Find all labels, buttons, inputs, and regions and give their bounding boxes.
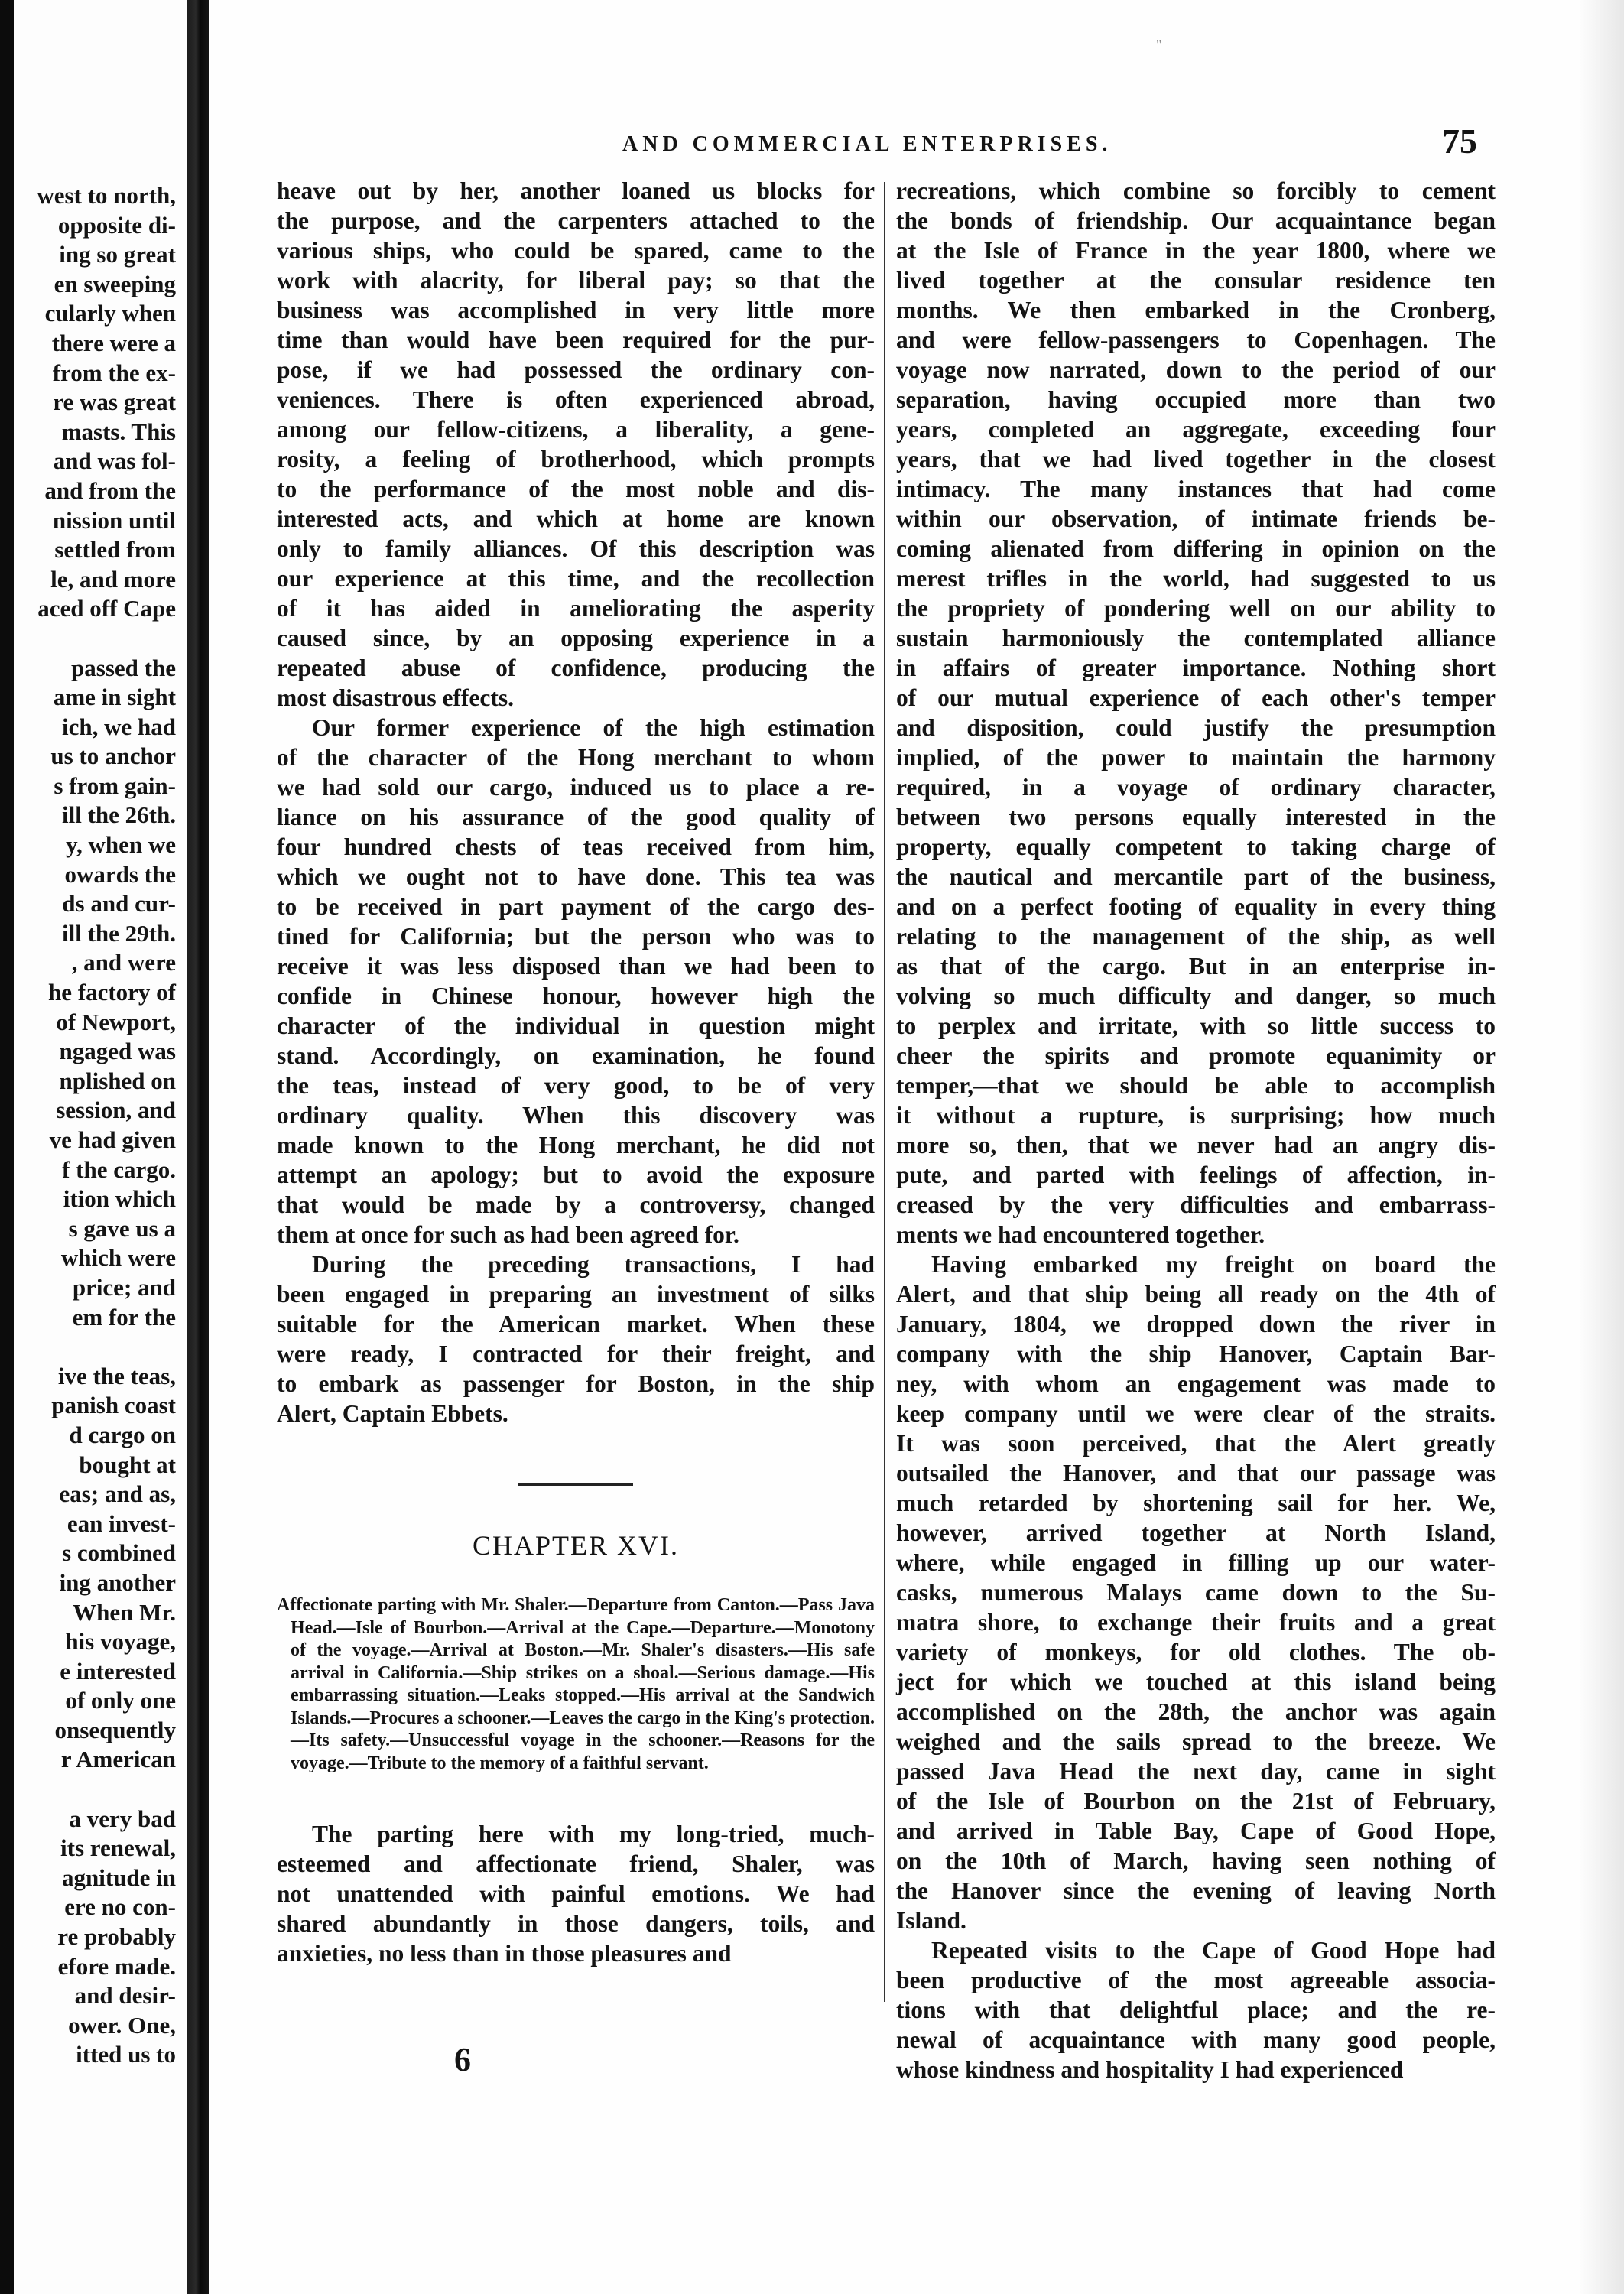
adjacent-text-line: ean invest- xyxy=(67,1509,176,1537)
text-line: the teas, instead of very good, to be of very xyxy=(277,1072,875,1099)
book-gutter xyxy=(187,0,209,2294)
text-line: as that of the cargo. But in an enterprise in- xyxy=(896,953,1496,980)
adjacent-text-line: re probably xyxy=(57,1923,176,1951)
adjacent-text-line: ich, we had xyxy=(62,713,176,740)
left-column xyxy=(277,176,875,1968)
text-line: intimacy. The many instances that had come xyxy=(896,476,1496,502)
text-line: Island. xyxy=(896,1907,966,1934)
text-line: of the character of the Hong merchant to whom xyxy=(277,744,875,771)
adjacent-text-line: panish coast xyxy=(51,1392,176,1419)
text-line: business was accomplished in very little more xyxy=(277,297,875,323)
text-line: January, 1804, we dropped down the river in xyxy=(896,1311,1496,1337)
text-line: were ready, I contracted for their freight, and xyxy=(277,1340,875,1367)
adjacent-text-line: opposite di- xyxy=(57,211,176,239)
text-line: tions with that delightful place; and the re- xyxy=(896,1997,1496,2023)
text-line: rosity, a feeling of brotherhood, which prompts xyxy=(277,446,875,473)
text-line: the Hanover since the evening of leaving North xyxy=(896,1877,1496,1904)
adjacent-text-line: , and were xyxy=(71,949,176,976)
adjacent-page-text xyxy=(14,181,176,2070)
text-line: confide in Chinese honour, however high the xyxy=(277,983,875,1009)
text-line: on the 10th of March, having seen nothing of xyxy=(896,1847,1496,1874)
adjacent-text-line: he factory of xyxy=(48,979,176,1006)
adjacent-text-line: ing so great xyxy=(59,241,176,268)
adjacent-text-line: us to anchor xyxy=(50,742,176,770)
text-line: matra shore, to exchange their fruits and a great xyxy=(896,1609,1496,1636)
text-line: months. We then embarked in the Cronberg, xyxy=(896,297,1496,323)
scan-border xyxy=(0,0,14,2294)
text-line: coming alienated from differing in opinion on the xyxy=(896,535,1496,562)
text-line: caused since, by an opposing experience in a xyxy=(277,625,875,651)
adjacent-text-line: itted us to xyxy=(76,2041,176,2068)
adjacent-text-line: ill the 26th. xyxy=(62,801,176,829)
text-line: been engaged in preparing an investment of silks xyxy=(277,1281,875,1308)
adjacent-text-line: f the cargo. xyxy=(62,1155,176,1183)
adjacent-text-line: and desir- xyxy=(74,1982,176,2010)
text-line: Our former experience of the high estimation xyxy=(312,714,875,741)
text-line: which we ought not to have done. This tea was xyxy=(277,863,875,890)
text-line: Alert, and that ship being all ready on the 4th of xyxy=(896,1281,1496,1308)
adjacent-text-line: s combined xyxy=(62,1539,176,1567)
book-page xyxy=(209,0,1624,2294)
text-line: creased by the very difficulties and embarrass- xyxy=(896,1191,1496,1218)
text-line: them at once for such as had been agreed for. xyxy=(277,1221,739,1248)
text-line: of our mutual experience of each other's temper xyxy=(896,684,1496,711)
text-line: that would be made by a controversy, changed xyxy=(277,1191,875,1218)
text-line: interested acts, and which at home are known xyxy=(277,505,875,532)
adjacent-text-line: of only one xyxy=(65,1687,176,1714)
adjacent-text-line: ds and cur- xyxy=(62,890,176,918)
adjacent-text-line: ere no con- xyxy=(64,1893,176,1921)
text-line: shared abundantly in those dangers, toils, and xyxy=(277,1910,875,1937)
text-line: attempt an apology; but to avoid the exposure xyxy=(277,1162,875,1188)
adjacent-text-line: aced off Cape xyxy=(37,595,176,622)
adjacent-text-line: settled from xyxy=(54,536,176,564)
adjacent-text-line: s from gain- xyxy=(54,772,176,799)
text-line: weighed and the sails spread to the breeze. We xyxy=(896,1728,1496,1755)
text-line: suitable for the American market. When these xyxy=(277,1311,875,1337)
signature-mark: 6 xyxy=(454,2041,471,2078)
text-line: pose, if we had possessed the ordinary con- xyxy=(277,356,875,383)
page-number: 75 xyxy=(1442,122,1477,161)
adjacent-text-line: re was great xyxy=(53,388,176,416)
adjacent-text-line: ive the teas, xyxy=(57,1362,176,1389)
text-line: receive it was less disposed than we had been to xyxy=(277,953,875,980)
adjacent-text-line: his voyage, xyxy=(65,1628,176,1656)
text-line: variety of monkeys, for old clothes. The ob- xyxy=(896,1639,1496,1665)
text-line: the purpose, and the carpenters attached to the xyxy=(277,207,875,234)
text-line: property, equally competent to taking charge of xyxy=(896,833,1496,860)
text-line: years, completed an aggregate, exceeding four xyxy=(896,416,1496,443)
adjacent-text-line: eas; and as, xyxy=(59,1480,176,1508)
text-line: among our fellow-citizens, a liberality, a gene- xyxy=(277,416,875,443)
text-line: and were fellow-passengers to Copenhagen. The xyxy=(896,327,1496,353)
text-line: tined for California; but the person who was to xyxy=(277,923,875,950)
text-line: work with alacrity, for liberal pay; so that the xyxy=(277,267,875,294)
adjacent-text-line: y, when we xyxy=(66,831,176,859)
chapter-synopsis xyxy=(277,1594,875,1775)
adjacent-text-line: d cargo on xyxy=(69,1421,176,1448)
text-line: character of the individual in question might xyxy=(277,1012,875,1039)
text-line: to be received in part payment of the cargo des- xyxy=(277,893,875,920)
text-line: During the preceding transactions, I had xyxy=(312,1251,875,1278)
adjacent-text-line: ill the 29th. xyxy=(62,919,176,947)
text-line: to the performance of the most noble and dis- xyxy=(277,476,875,502)
synopsis-text: Affectionate parting with Mr. Shaler.—Departure from Canton.—Pass Java Head.—Isle of Bourbon.—Arrival at the Cape.—Departure.—Monotony of the voyage.—Arrival at Boston.—Mr. Shaler's disasters.—His safe arrival in California.—Ship strikes on a shoal.—Serious damage.—His embarrassing situation.—Leaks stopped.—His arrival at the Sandwich Islands.—Procures a schooner.—Leaves the cargo in the King's protection.—Its safety.—Unsuccessful voyage in the schooner.—Reasons for the voyage.—Tribute to the memory of a faithful servant. xyxy=(277,1595,875,1773)
text-line: recreations, which combine so forcibly to cement xyxy=(896,177,1496,204)
text-line: anxieties, no less than in those pleasures and xyxy=(277,1940,732,1967)
adjacent-text-line: cularly when xyxy=(44,300,176,327)
text-line: ordinary quality. When this discovery was xyxy=(277,1102,875,1129)
text-line: we had sold our cargo, induced us to place a re- xyxy=(277,774,875,801)
adjacent-text-line: masts. This xyxy=(61,418,176,445)
adjacent-text-line: and was fol- xyxy=(53,447,176,475)
adjacent-text-line xyxy=(14,1775,176,1805)
section-divider xyxy=(518,1483,633,1486)
text-line: the nautical and mercantile part of the business, xyxy=(896,863,1496,890)
chapter-title: CHAPTER XVI. xyxy=(472,1530,679,1561)
text-line: and on a perfect footing of equality in every thing xyxy=(896,893,1496,920)
adjacent-text-line: west to north, xyxy=(37,182,176,209)
adjacent-text-line: onsequently xyxy=(54,1716,176,1743)
adjacent-text-line: there were a xyxy=(51,329,176,356)
adjacent-text-line: price; and xyxy=(72,1273,176,1301)
paragraph xyxy=(277,713,875,1249)
adjacent-text-line: passed the xyxy=(71,654,176,681)
scan-mark: " xyxy=(1156,37,1162,52)
text-line: pute, and parted with feelings of affection, in- xyxy=(896,1162,1496,1188)
text-line: most disastrous effects. xyxy=(277,684,515,711)
text-line: merest trifles in the world, had suggested to us xyxy=(896,565,1496,592)
text-line: keep company until we were clear of the straits. xyxy=(896,1400,1496,1427)
adjacent-text-line xyxy=(14,1332,176,1362)
adjacent-text-line: a very bad xyxy=(69,1805,176,1832)
adjacent-text-line: en sweeping xyxy=(54,270,176,297)
text-line: ject for which we touched at this island being xyxy=(896,1669,1496,1695)
paragraph xyxy=(277,1819,875,1968)
text-line: veniences. There is often experienced abroad, xyxy=(277,386,875,413)
text-line: it without a rupture, is surprising; how much xyxy=(896,1102,1496,1129)
text-line: relating to the management of the ship, as well xyxy=(896,923,1496,950)
adjacent-text-line: ition which xyxy=(63,1185,176,1213)
adjacent-text-line: its renewal, xyxy=(60,1834,176,1862)
text-line: company with the ship Hanover, Captain Bar- xyxy=(896,1340,1496,1367)
adjacent-text-line: session, and xyxy=(56,1097,176,1124)
text-line: ney, with whom an engagement was made to xyxy=(896,1370,1496,1397)
text-line: of it has aided in ameliorating the asperity xyxy=(277,595,875,622)
text-line: ments we had encountered together. xyxy=(896,1221,1265,1248)
text-line: to perplex and irritate, with so little success to xyxy=(896,1012,1496,1039)
text-line: accomplished on the 28th, the anchor was again xyxy=(896,1698,1496,1725)
adjacent-text-line: which were xyxy=(60,1244,176,1272)
text-line: sustain harmoniously the contemplated alliance xyxy=(896,625,1496,651)
text-line: within our observation, of intimate friends be- xyxy=(896,505,1496,532)
adjacent-text-line: nission until xyxy=(52,506,176,534)
adjacent-text-line: bought at xyxy=(79,1451,176,1478)
adjacent-text-line: of Newport, xyxy=(56,1008,176,1035)
text-line: repeated abuse of confidence, producing the xyxy=(277,655,875,681)
adjacent-text-line: agnitude in xyxy=(61,1863,176,1891)
text-line: in affairs of greater importance. Nothing short xyxy=(896,655,1496,681)
text-line: whose kindness and hospitality I had experienced xyxy=(896,2056,1404,2083)
text-line: newal of acquaintance with many good people, xyxy=(896,2026,1496,2053)
adjacent-text-line: nplished on xyxy=(59,1067,176,1094)
paragraph xyxy=(896,1249,1496,1935)
text-line: our experience at this time, and the recollection xyxy=(277,565,875,592)
text-line: volving so much difficulty and danger, so much xyxy=(896,983,1496,1009)
text-line: esteemed and affectionate friend, Shaler, was xyxy=(277,1850,875,1877)
text-line: separation, having occupied more than two xyxy=(896,386,1496,413)
text-line: cheer the spirits and promote equanimity or xyxy=(896,1042,1496,1069)
text-line: not unattended with painful emotions. We had xyxy=(277,1880,875,1907)
adjacent-text-line: from the ex- xyxy=(52,359,176,386)
text-line: the propriety of pondering well on our ability to xyxy=(896,595,1496,622)
adjacent-page-fragment xyxy=(14,0,187,2294)
text-line: stand. Accordingly, on examination, he found xyxy=(277,1042,875,1069)
text-line: made known to the Hong merchant, he did not xyxy=(277,1132,875,1158)
column-rule xyxy=(884,182,885,2002)
right-column xyxy=(896,176,1496,2084)
text-line: implied, of the power to maintain the harmony xyxy=(896,744,1496,771)
text-line: where, while engaged in filling up our water- xyxy=(896,1549,1496,1576)
text-line: only to family alliances. Of this description was xyxy=(277,535,875,562)
text-line: temper,—that we should be able to accomplish xyxy=(896,1072,1496,1099)
adjacent-text-line: ngaged was xyxy=(59,1038,176,1065)
paragraph xyxy=(277,1249,875,1428)
text-line: voyage now narrated, down to the period of our xyxy=(896,356,1496,383)
text-line: and disposition, could justify the presumption xyxy=(896,714,1496,741)
text-line: lived together at the consular residence ten xyxy=(896,267,1496,294)
adjacent-text-line xyxy=(14,624,176,654)
text-line: It was soon perceived, that the Alert greatly xyxy=(896,1430,1496,1457)
adjacent-text-line: r American xyxy=(60,1746,176,1773)
text-line: Having embarked my freight on board the xyxy=(931,1251,1496,1278)
text-line: four hundred chests of teas received from him, xyxy=(277,833,875,860)
text-line: been productive of the most agreeable associa- xyxy=(896,1967,1496,1993)
adjacent-text-line: ame in sight xyxy=(53,684,176,711)
text-line: various ships, who could be spared, came to the xyxy=(277,237,875,264)
adjacent-text-line: and from the xyxy=(44,476,176,504)
paragraph xyxy=(277,176,875,713)
adjacent-text-line: When Mr. xyxy=(73,1598,176,1626)
adjacent-text-line: ve had given xyxy=(49,1126,176,1153)
text-line: time than would have been required for the pur- xyxy=(277,327,875,353)
adjacent-text-line: ing another xyxy=(59,1568,176,1596)
text-line: outsailed the Hanover, and that our passage was xyxy=(896,1460,1496,1487)
adjacent-text-line: ower. One, xyxy=(68,2011,176,2039)
text-line: heave out by her, another loaned us blocks for xyxy=(277,177,875,204)
text-line: more so, then, that we never had an angry dis- xyxy=(896,1132,1496,1158)
text-line: years, that we had lived together in the closest xyxy=(896,446,1496,473)
text-line: required, in a voyage of ordinary character, xyxy=(896,774,1496,801)
paragraph xyxy=(896,176,1496,1249)
text-line: casks, numerous Malays came down to the Su- xyxy=(896,1579,1496,1606)
text-line: of the Isle of Bourbon on the 21st of February, xyxy=(896,1788,1496,1815)
text-line: passed Java Head the next day, came in sight xyxy=(896,1758,1496,1785)
page-edge-shadow xyxy=(1578,0,1624,2294)
text-line: Repeated visits to the Cape of Good Hope had xyxy=(931,1937,1496,1964)
running-header: AND COMMERCIAL ENTERPRISES. xyxy=(622,132,1112,156)
text-line: liance on his assurance of the good quality of xyxy=(277,804,875,830)
text-line: Alert, Captain Ebbets. xyxy=(277,1400,508,1427)
text-line: to embark as passenger for Boston, in the ship xyxy=(277,1370,875,1397)
text-line: and arrived in Table Bay, Cape of Good Hope, xyxy=(896,1818,1496,1844)
text-line: between two persons equally interested in the xyxy=(896,804,1496,830)
adjacent-text-line: e interested xyxy=(60,1657,176,1685)
text-line: much retarded by shortening sail for her. We, xyxy=(896,1490,1496,1516)
adjacent-text-line: owards the xyxy=(64,860,176,888)
adjacent-text-line: s gave us a xyxy=(68,1214,176,1242)
text-line: at the Isle of France in the year 1800, where we xyxy=(896,237,1496,264)
text-line: The parting here with my long-tried, much- xyxy=(312,1821,875,1847)
text-line: however, arrived together at North Island, xyxy=(896,1519,1496,1546)
text-line: the bonds of friendship. Our acquaintance began xyxy=(896,207,1496,234)
adjacent-text-line: efore made. xyxy=(57,1952,176,1980)
paragraph xyxy=(896,1935,1496,2084)
adjacent-text-line: le, and more xyxy=(50,565,176,593)
adjacent-text-line: em for the xyxy=(72,1303,176,1331)
